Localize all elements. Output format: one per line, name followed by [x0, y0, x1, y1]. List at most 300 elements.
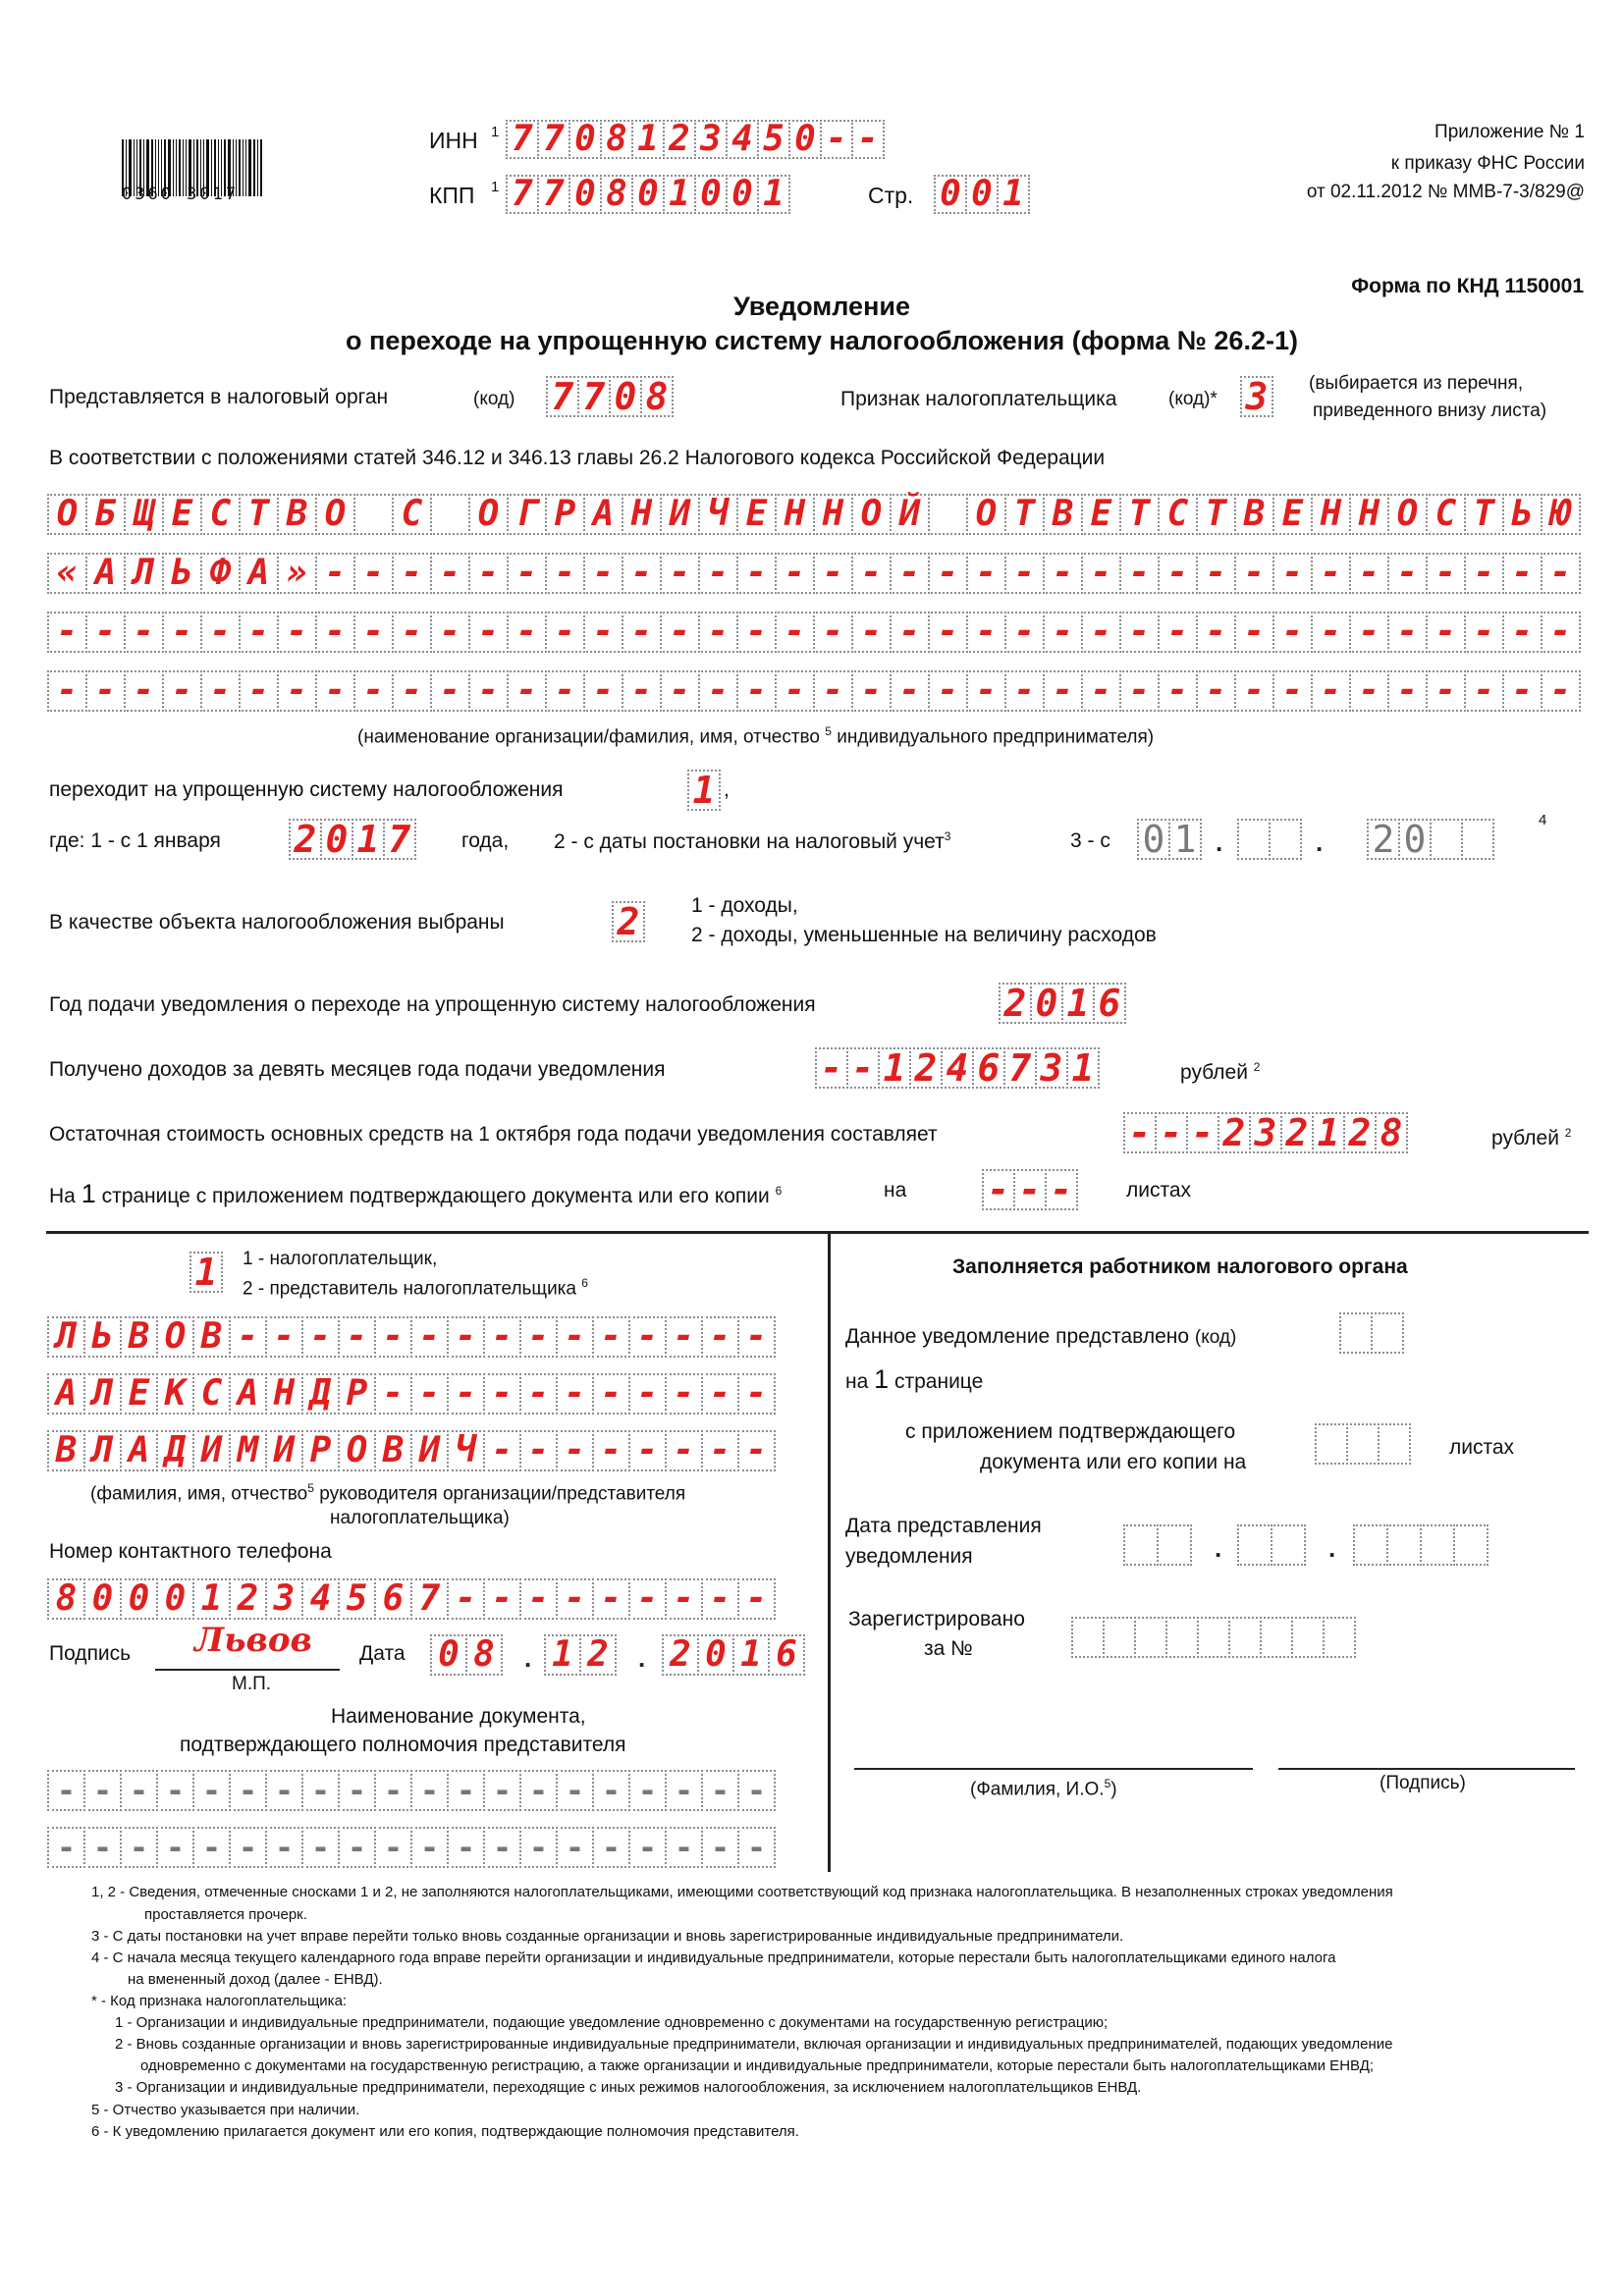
char-cell: - — [85, 612, 126, 653]
signer-caption-1-text: (фамилия, имя, отчество — [90, 1483, 308, 1505]
char-cell: 8 — [640, 376, 674, 417]
char-cell: - — [622, 612, 662, 653]
char-cell: 2 — [612, 901, 645, 942]
char-cell: Ь — [162, 553, 202, 594]
char-cell: - — [1158, 612, 1198, 653]
char-cell: - — [1234, 612, 1274, 653]
inn-cells[interactable] — [506, 120, 883, 159]
char-cell: 3 — [265, 1578, 303, 1620]
char-cell: - — [736, 612, 777, 653]
char-cell: К — [156, 1373, 194, 1415]
office-date-year[interactable] — [1353, 1524, 1487, 1566]
char-cell: - — [315, 612, 355, 653]
char-cell: - — [928, 553, 968, 594]
char-cell: 0 — [120, 1578, 158, 1620]
char-cell — [1461, 819, 1494, 860]
attachments-line — [49, 1179, 782, 1209]
office-attach-cells[interactable] — [1315, 1423, 1409, 1465]
char-cell: В — [1234, 494, 1274, 535]
year-filed-cells[interactable] — [999, 983, 1124, 1024]
char-cell: - — [1387, 553, 1428, 594]
barcode-bar — [257, 139, 258, 196]
char-cell: - — [628, 1578, 667, 1620]
char-cell: А — [120, 1430, 158, 1471]
char-cell: - — [622, 670, 662, 712]
transition-year-word: года, — [461, 829, 510, 852]
char-cell: - — [660, 612, 700, 653]
kpp-cells[interactable] — [506, 175, 788, 214]
transition-option3-sup: 4 — [1539, 812, 1547, 828]
doc-row-2[interactable] — [47, 1827, 774, 1868]
char-cell: - — [162, 612, 202, 653]
char-cell: - — [315, 670, 355, 712]
char-cell: 0 — [320, 819, 353, 860]
char-cell: - — [701, 1316, 739, 1358]
office-sign-line — [1278, 1768, 1575, 1770]
char-cell: 1 — [1061, 983, 1095, 1024]
char-cell — [1237, 1524, 1272, 1566]
sign-date-day[interactable] — [430, 1634, 501, 1676]
char-cell: С — [392, 494, 432, 535]
taxpayer-sign-label: Признак налогоплательщика — [840, 388, 1117, 410]
char-cell — [1346, 1423, 1380, 1465]
char-cell: - — [447, 1373, 485, 1415]
char-cell: - — [701, 1827, 739, 1868]
char-cell: - — [583, 553, 623, 594]
org-name-caption-text: (наименование организации/фамилия, имя, отчество — [357, 726, 820, 748]
char-cell: - — [47, 612, 87, 653]
char-cell: - — [775, 670, 815, 712]
char-cell: 1 — [352, 819, 385, 860]
char-cell: » — [277, 553, 317, 594]
title-line2: о переходе на упрощенную систему налогообложения (форма № 26.2-1) — [346, 326, 1298, 355]
barcode-bar — [245, 139, 246, 196]
signer-caption-3: налогоплательщика) — [330, 1508, 510, 1528]
char-cell: 7 — [546, 376, 579, 417]
char-cell: - — [353, 553, 394, 594]
phone-cells[interactable] — [47, 1578, 774, 1620]
char-cell: 1 — [757, 175, 790, 214]
char-cell — [353, 494, 394, 535]
char-cell: - — [846, 1047, 880, 1089]
transition-date-year[interactable] — [1367, 819, 1492, 860]
barcode-bar — [243, 139, 244, 196]
appendix-line2: к приказу ФНС России — [1390, 153, 1585, 174]
char-cell: - — [47, 1770, 85, 1811]
footnote-star-3: 3 - Организации и индивидуальные предприниматели, переходящие с иных режимов налогообложения, за исключением налогоплательщиков ЕНВД. — [115, 2079, 1142, 2096]
section-divider — [46, 1231, 1589, 1234]
char-cell: - — [628, 1827, 667, 1868]
char-cell: - — [85, 670, 126, 712]
char-cell — [1228, 1617, 1262, 1658]
char-cell: - — [353, 670, 394, 712]
char-cell: - — [736, 670, 777, 712]
page-label: Стр. — [868, 183, 914, 208]
transition-option2 — [554, 829, 950, 854]
income-unit-text: рублей — [1180, 1061, 1248, 1084]
sign-date-sep-1: . — [524, 1643, 532, 1673]
char-cell: Л — [47, 1316, 85, 1358]
char-cell: - — [592, 1827, 630, 1868]
signer-type-sup: 6 — [581, 1276, 588, 1290]
char-cell — [1103, 1617, 1136, 1658]
office-reg-cells[interactable] — [1071, 1617, 1354, 1658]
sign-date-sep-2: . — [638, 1643, 646, 1673]
residual-unit-sup: 2 — [1564, 1126, 1572, 1140]
char-cell: - — [1349, 670, 1389, 712]
sign-date-label: Дата — [359, 1642, 406, 1665]
sign-date-month[interactable] — [544, 1634, 615, 1676]
char-cell: - — [374, 1316, 412, 1358]
org-name-caption-sup: 5 — [825, 724, 832, 738]
char-cell: 0 — [1030, 983, 1063, 1024]
page-cells[interactable] — [934, 175, 1028, 214]
office-pages-prefix: на — [845, 1370, 869, 1393]
char-cell: А — [239, 553, 279, 594]
char-cell: - — [737, 1770, 776, 1811]
char-cell: 6 — [374, 1578, 412, 1620]
char-cell: Н — [775, 494, 815, 535]
char-cell: - — [701, 1578, 739, 1620]
char-cell: - — [628, 1770, 667, 1811]
signer-surname[interactable] — [47, 1316, 774, 1358]
signer-type-cell[interactable] — [189, 1252, 221, 1293]
appendix-line1: Приложение № 1 — [1435, 122, 1585, 142]
char-cell: И — [660, 494, 700, 535]
doc-row-1[interactable] — [47, 1770, 774, 1811]
org-name-row-4[interactable] — [47, 670, 1579, 712]
char-cell: Е — [120, 1373, 158, 1415]
taxpayer-sign-cell[interactable] — [1240, 376, 1272, 417]
signer-patronymic[interactable] — [47, 1430, 774, 1471]
char-cell: - — [519, 1430, 558, 1471]
char-cell: Ч — [698, 494, 738, 535]
char-cell: 4 — [301, 1578, 340, 1620]
income-unit-sup: 2 — [1253, 1060, 1261, 1074]
char-cell: 6 — [768, 1634, 805, 1676]
office-date-sep-2: . — [1328, 1533, 1336, 1563]
char-cell: - — [1426, 670, 1466, 712]
char-cell — [1291, 1617, 1325, 1658]
char-cell: Н — [813, 494, 853, 535]
income-cells[interactable] — [815, 1047, 1098, 1089]
char-cell: - — [374, 1827, 412, 1868]
char-cell: - — [1464, 553, 1504, 594]
char-cell: - — [156, 1770, 194, 1811]
char-cell: - — [665, 1770, 703, 1811]
office-attach-1: с приложением подтверждающего — [905, 1420, 1236, 1443]
char-cell: - — [556, 1578, 594, 1620]
char-cell: - — [1004, 553, 1045, 594]
char-cell: - — [737, 1827, 776, 1868]
char-cell — [1420, 1524, 1455, 1566]
char-cell: - — [556, 1373, 594, 1415]
char-cell: - — [156, 1827, 194, 1868]
char-cell: - — [229, 1316, 267, 1358]
sign-date-year[interactable] — [662, 1634, 803, 1676]
char-cell: 2 — [1218, 1112, 1251, 1153]
char-cell: - — [1387, 612, 1428, 653]
transition-comma: , — [724, 778, 730, 801]
char-cell: Ь — [83, 1316, 122, 1358]
footnote-4-cont: на вмененный доход (далее - ЕНВД). — [128, 1971, 383, 1988]
char-cell: - — [483, 1770, 521, 1811]
char-cell: - — [736, 553, 777, 594]
char-cell: - — [592, 1770, 630, 1811]
char-cell: 1 — [663, 175, 696, 214]
char-cell: Е — [1272, 494, 1313, 535]
office-date-month[interactable] — [1237, 1524, 1304, 1566]
transition-cell[interactable] — [687, 770, 719, 811]
char-cell: - — [430, 553, 470, 594]
char-cell: - — [200, 670, 241, 712]
char-cell: Г — [507, 494, 547, 535]
footnote-star-2-cont: одновременно с документами на государственную регистрацию, а также организации и индивидуальные предприниматели, которые перестали быть налогоплательщиками ЕНВД; — [140, 2057, 1375, 2074]
char-cell: - — [737, 1430, 776, 1471]
char-cell: 1 — [1168, 819, 1202, 860]
char-cell: - — [1541, 670, 1581, 712]
char-cell: - — [622, 553, 662, 594]
office-date-day[interactable] — [1123, 1524, 1190, 1566]
char-cell: - — [592, 1373, 630, 1415]
char-cell: - — [430, 670, 470, 712]
char-cell: - — [1502, 670, 1543, 712]
char-cell — [1269, 819, 1302, 860]
char-cell: - — [592, 1316, 630, 1358]
char-cell: - — [815, 1047, 848, 1089]
doc-label-1: Наименование документа, — [331, 1705, 586, 1728]
char-cell: - — [1349, 553, 1389, 594]
taxpayer-sign-note-1: (выбирается из перечня, — [1309, 373, 1524, 394]
char-cell: 7 — [1003, 1047, 1037, 1089]
char-cell: - — [519, 1827, 558, 1868]
office-date-label-1: Дата представления — [845, 1515, 1042, 1537]
char-cell: 1 — [189, 1252, 223, 1293]
char-cell — [1237, 819, 1271, 860]
signature-image: Львов — [194, 1621, 312, 1660]
signer-caption-1 — [90, 1481, 685, 1505]
char-cell: - — [1234, 553, 1274, 594]
char-cell: - — [1272, 612, 1313, 653]
date-separator-1: . — [1216, 828, 1223, 857]
org-name-row-3[interactable] — [47, 612, 1579, 653]
char-cell: - — [545, 670, 585, 712]
char-cell — [1123, 1524, 1159, 1566]
org-name-row-2[interactable] — [47, 553, 1579, 594]
char-cell: - — [519, 1316, 558, 1358]
char-cell: Т — [239, 494, 279, 535]
char-cell: Е — [736, 494, 777, 535]
char-cell: - — [665, 1578, 703, 1620]
object-option2: 2 - доходы, уменьшенные на величину расходов — [691, 924, 1157, 946]
char-cell: - — [890, 670, 930, 712]
residual-cells[interactable] — [1123, 1112, 1406, 1153]
char-cell: Ч — [447, 1430, 485, 1471]
char-cell: - — [775, 612, 815, 653]
attachments-on: на — [884, 1179, 907, 1201]
income-unit — [1180, 1060, 1260, 1085]
char-cell: - — [239, 670, 279, 712]
kpp-footnote-mark: 1 — [491, 179, 500, 195]
footnote-4: 4 - С начала месяца текущего календарного года вправе перейти организации и индивидуальные предприниматели, которые перестали быть налогоплательщиками единого налога — [91, 1949, 1336, 1966]
char-cell: - — [1426, 612, 1466, 653]
footnote-star: * - Код признака налогоплательщика: — [91, 1993, 348, 2009]
char-cell: 2 — [909, 1047, 943, 1089]
tax-office-code-label: (код) — [473, 389, 515, 409]
char-cell: - — [737, 1373, 776, 1415]
footnote-star-1: 1 - Организации и индивидуальные предприниматели, подающие уведомление одновременно с документами на государственную регистрацию; — [115, 2014, 1109, 2031]
inn-label: ИНН — [429, 128, 478, 153]
attachments-prefix: На — [49, 1185, 76, 1207]
signer-type-opt1: 1 - налогоплательщик, — [243, 1249, 438, 1269]
char-cell: 0 — [568, 175, 602, 214]
office-submitted-cells[interactable] — [1339, 1312, 1402, 1354]
char-cell: 0 — [568, 120, 602, 159]
char-cell: - — [851, 612, 892, 653]
object-option1: 1 - доходы, — [691, 894, 798, 917]
char-cell: Н — [1349, 494, 1389, 535]
char-cell: Р — [545, 494, 585, 535]
char-cell: - — [928, 670, 968, 712]
char-cell: - — [628, 1316, 667, 1358]
attachments-middle: странице с приложением подтверждающего документа или его копии — [101, 1185, 770, 1207]
char-cell: - — [1119, 612, 1160, 653]
char-cell: О — [1387, 494, 1428, 535]
char-cell: Ь — [1502, 494, 1543, 535]
attachments-pages: 1 — [81, 1179, 96, 1208]
tax-office-code-cells[interactable] — [546, 376, 672, 417]
char-cell: - — [665, 1316, 703, 1358]
char-cell: - — [277, 670, 317, 712]
attachments-sup: 6 — [775, 1184, 783, 1198]
char-cell: - — [737, 1316, 776, 1358]
char-cell: - — [1004, 670, 1045, 712]
char-cell: Н — [1311, 494, 1351, 535]
char-cell: - — [468, 553, 509, 594]
char-cell: 5 — [338, 1578, 376, 1620]
char-cell: - — [966, 612, 1006, 653]
char-cell: 2 — [662, 1634, 699, 1676]
char-cell: - — [890, 612, 930, 653]
char-cell: 7 — [577, 376, 611, 417]
char-cell: 7 — [506, 120, 539, 159]
stamp-label: М.П. — [232, 1674, 272, 1694]
char-cell: - — [1196, 553, 1236, 594]
char-cell: Т — [1119, 494, 1160, 535]
char-cell: - — [1081, 670, 1121, 712]
char-cell: - — [701, 1373, 739, 1415]
office-submitted-code: (код) — [1194, 1327, 1237, 1348]
char-cell: 2 — [289, 819, 322, 860]
transition-date-month[interactable] — [1237, 819, 1300, 860]
char-cell: - — [813, 553, 853, 594]
char-cell: - — [820, 120, 853, 159]
char-cell: - — [277, 612, 317, 653]
char-cell: 7 — [537, 120, 570, 159]
char-cell: - — [1158, 670, 1198, 712]
char-cell: 0 — [609, 376, 642, 417]
char-cell: - — [83, 1770, 122, 1811]
char-cell: - — [1541, 553, 1581, 594]
attachments-cells[interactable] — [982, 1169, 1076, 1210]
char-cell: - — [698, 553, 738, 594]
signer-caption-2: руководителя организации/представителя — [319, 1483, 686, 1505]
footnote-3: 3 - С даты постановки на учет вправе перейти только вновь созданные организации и вновь зарегистрированные индивидуальные предприниматели. — [91, 1928, 1124, 1945]
char-cell: 0 — [697, 1634, 734, 1676]
residual-label: Остаточная стоимость основных средств на 1 октября года подачи уведомления составляет — [49, 1123, 938, 1146]
char-cell: - — [338, 1316, 376, 1358]
char-cell: - — [410, 1373, 449, 1415]
char-cell: - — [265, 1316, 303, 1358]
char-cell: Т — [1196, 494, 1236, 535]
char-cell: 1 — [687, 770, 721, 811]
char-cell: - — [665, 1430, 703, 1471]
char-cell: - — [338, 1827, 376, 1868]
char-cell — [1386, 1524, 1422, 1566]
char-cell — [1157, 1524, 1192, 1566]
org-name-row-1[interactable] — [47, 494, 1579, 535]
char-cell: - — [353, 612, 394, 653]
char-cell: С — [192, 1373, 231, 1415]
char-cell: А — [85, 553, 126, 594]
char-cell: - — [1081, 553, 1121, 594]
char-cell: Т — [1004, 494, 1045, 535]
char-cell: О — [468, 494, 509, 535]
office-fio-caption — [970, 1777, 1117, 1800]
object-cell[interactable] — [612, 901, 643, 942]
char-cell: В — [192, 1316, 231, 1358]
char-cell: 2 — [999, 983, 1032, 1024]
signer-name[interactable] — [47, 1373, 774, 1415]
char-cell: - — [483, 1316, 521, 1358]
char-cell: 3 — [1249, 1112, 1282, 1153]
char-cell: - — [928, 612, 968, 653]
char-cell: - — [583, 670, 623, 712]
office-attach-2: документа или его копии на — [980, 1451, 1247, 1473]
char-cell: - — [556, 1430, 594, 1471]
transition-year-cells[interactable] — [289, 819, 414, 860]
char-cell: И — [410, 1430, 449, 1471]
char-cell: 1 — [878, 1047, 911, 1089]
char-cell: Т — [1464, 494, 1504, 535]
char-cell: В — [277, 494, 317, 535]
char-cell: - — [1196, 670, 1236, 712]
char-cell: - — [1045, 1169, 1078, 1210]
char-cell: - — [468, 670, 509, 712]
char-cell: - — [701, 1430, 739, 1471]
org-name-caption-tail: индивидуального предпринимателя) — [837, 726, 1155, 748]
char-cell — [1260, 1617, 1293, 1658]
transition-date-day[interactable] — [1137, 819, 1200, 860]
char-cell: - — [1272, 670, 1313, 712]
char-cell: - — [583, 612, 623, 653]
char-cell: - — [447, 1827, 485, 1868]
barcode-bar — [260, 139, 262, 196]
char-cell: Р — [301, 1430, 340, 1471]
char-cell: - — [519, 1373, 558, 1415]
doc-label-2: подтверждающего полномочия представителя — [180, 1734, 626, 1756]
char-cell: А — [47, 1373, 85, 1415]
tax-office-label: Представляется в налоговый орган — [49, 386, 389, 408]
char-cell: - — [120, 1827, 158, 1868]
char-cell: - — [556, 1770, 594, 1811]
char-cell: - — [301, 1770, 340, 1811]
char-cell: 0 — [1398, 819, 1432, 860]
signer-type-opt2 — [243, 1276, 588, 1300]
char-cell: 1 — [631, 120, 665, 159]
inn-footnote-mark: 1 — [491, 124, 500, 140]
char-cell: И — [192, 1430, 231, 1471]
